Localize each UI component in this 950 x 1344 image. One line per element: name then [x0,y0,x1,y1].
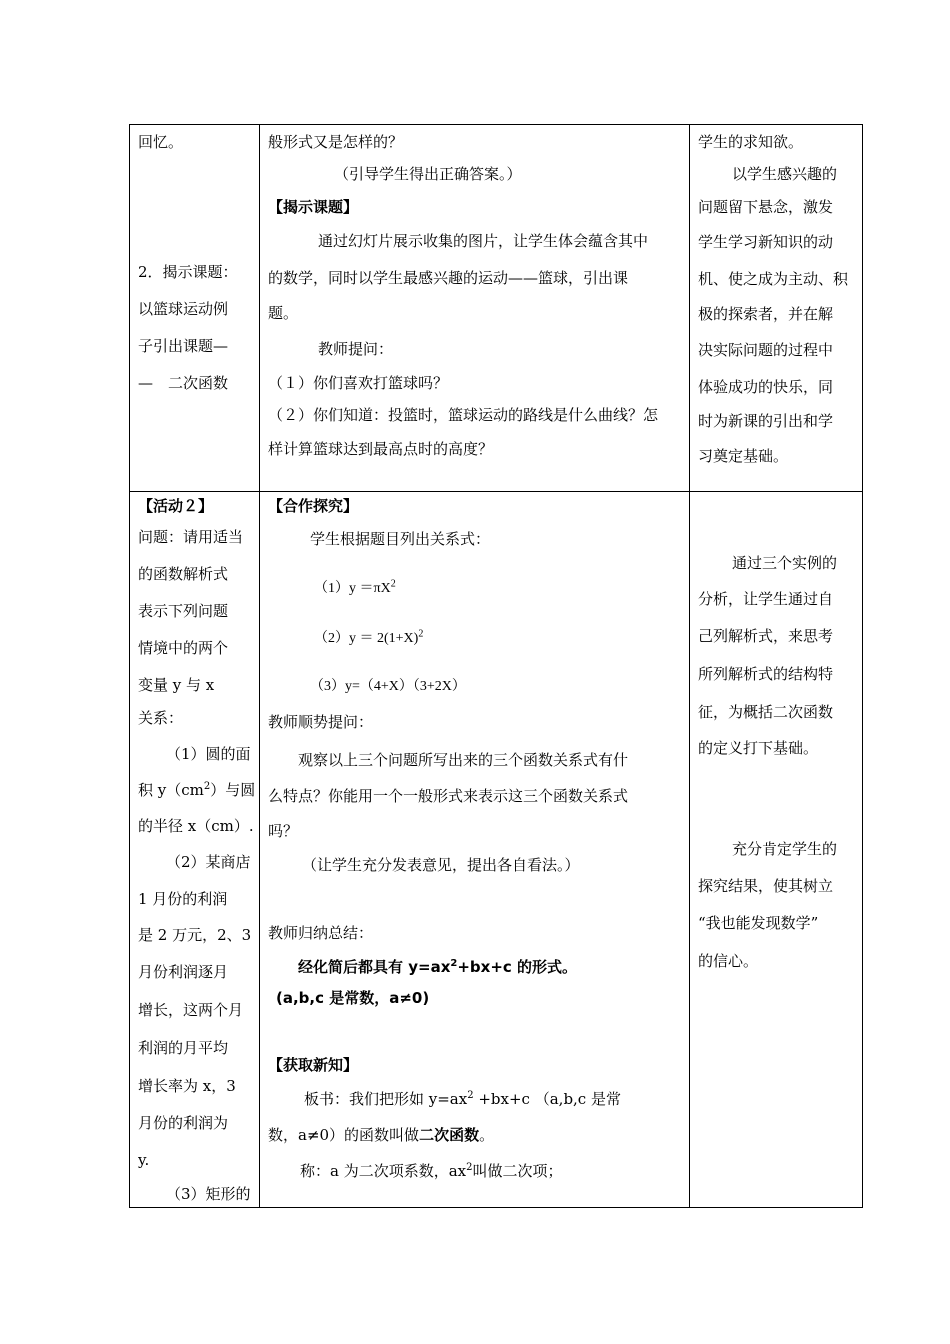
question-2: （２）你们知道：投篮时，篮球运动的路线是什么曲线？怎 [268,406,659,424]
text-line: 所列解析式的结构特 [698,665,834,683]
superscript: 2 [466,1162,473,1173]
text-line: 的信心。 [698,952,759,970]
text-line: 通过幻灯片展示收集的图片，让学生体会蕴含其中 [318,232,649,250]
text-line: 问题留下悬念，激发 [698,198,834,216]
problem-2: （2）某商店 [166,853,251,871]
text-line: 利润的月平均 [138,1039,229,1057]
summary-bold-2: (a,b,c 是常数，a≠0) [276,989,430,1007]
step2-line3: 子引出课题— [138,337,229,355]
row1-middle-cell [268,124,688,490]
problem-1-cont [138,772,255,809]
section-heading-explore: 【合作探究】 [268,497,359,515]
row1-left-cell [138,124,258,490]
text-line: 己列解析式，来思考 [698,627,834,645]
superscript: 2 [467,1090,474,1101]
text-span: 叫做二次项； [472,1162,563,1180]
coefficient-text [300,1153,563,1190]
text-span: 称：a 为二次项系数，ax [300,1162,467,1180]
step2-line4: — 二次函数 [138,374,229,392]
step2-line2: 以篮球运动例 [138,300,229,318]
text-line: 情境中的两个 [138,639,229,657]
text-span: 板书：我们把形如 y=ax [304,1090,468,1108]
text-span: 经化简后都具有 y=ax [298,958,451,976]
text-line: “我也能发现数学” [698,914,819,932]
superscript: 2 [450,958,458,969]
text-line: 的半径 x（cm）. [138,817,254,835]
text-span: 积 y（cm [138,781,204,799]
text-line: 体验成功的快乐，同 [698,378,834,396]
text-line: y. [138,1151,150,1169]
text-line: 探究结果，使其树立 [698,877,834,895]
problem-1: （1）圆的面 [166,745,251,763]
text-line: 月份的利润为 [138,1114,229,1132]
row2-middle-cell [268,492,688,1206]
text-span: +bx+c （a,b,c 是常 [473,1090,621,1108]
text-line: 增长率为 x，3 [138,1077,236,1095]
text-line: 吗？ [268,822,299,840]
text-line: （引导学生得出正确答案。） [334,165,522,183]
row2-right-cell [698,492,860,1206]
activity-2-heading: 【活动２】 [138,497,214,515]
text-line: 学生的求知欲。 [698,133,804,151]
text-line: 月份利润逐月 [138,963,229,981]
text-line: 以学生感兴趣的 [732,165,838,183]
formula-2 [314,620,423,657]
superscript: 2 [390,578,396,590]
text-line: 机、使之成为主动、积 [698,270,849,288]
text-span: （2）y ＝ 2(1+X) [314,631,419,646]
text-line: 的定义打下基础。 [698,739,819,757]
text-line: 增长，这两个月 [138,1001,244,1019]
section-heading-new-knowledge: 【获取新知】 [268,1056,359,1074]
text-line: 题。 [268,304,299,322]
superscript: 2 [203,781,211,792]
text-line: 教师顺势提问： [268,713,374,731]
formula-1 [314,570,396,607]
text-span: 。 [479,1126,495,1144]
text-line: 是 2 万元，2、3 [138,926,252,944]
text-line: 般形式又是怎样的？ [268,133,404,151]
definition-text [268,1117,494,1154]
text-line: 决实际问题的过程中 [698,341,834,359]
text-line: 表示下列问题 [138,602,229,620]
text-line: 征，为概括二次函数 [698,703,834,721]
text-line: 分析，让学生通过自 [698,590,834,608]
quadratic-function-term: 二次函数 [419,1126,480,1144]
question-2-cont: 样计算篮球达到最高点时的高度？ [268,440,494,458]
text-span: ）与圆 [210,781,256,799]
text-line: 教师提问： [318,340,394,358]
problem-3: （3）矩形的 [166,1185,251,1203]
question-1: （１）你们喜欢打篮球吗？ [268,374,449,392]
text-line: 学生学习新知识的动 [698,233,834,251]
text-span: +bx+c 的形式。 [457,958,578,976]
text-line: （让学生充分发表意见，提出各自看法。） [302,856,580,874]
text-line: 学生根据题目列出关系式： [310,530,491,548]
step2-title: 2．揭示课题： [138,263,238,281]
row1-right-cell [698,124,860,490]
text-line: 观察以上三个问题所写出来的三个函数关系式有什 [298,751,629,769]
text-line: 教师归纳总结： [268,924,374,942]
text-span: （1）y ＝πX [314,581,391,596]
text-line: 么特点？你能用一个一般形式来表示这三个函数关系式 [268,787,629,805]
superscript: 2 [418,628,424,640]
blackboard-text [304,1081,621,1118]
text-line: 充分肯定学生的 [732,840,838,858]
text-line: 时为新课的引出和学 [698,412,834,430]
text-line: 习奠定基础。 [698,447,789,465]
text-line: 问题：请用适当 [138,528,244,546]
text-line: 1 月份的利润 [138,890,228,908]
text-line: 极的探索者，并在解 [698,305,834,323]
recall-text: 回忆。 [138,133,184,151]
formula-3: （3）y=（4+X）（3+2X） [310,679,466,694]
text-line: 变量 y 与 x [138,676,215,694]
row2-left-cell [138,492,258,1206]
text-line: 通过三个实例的 [732,554,838,572]
text-span: 数，a≠0）的函数叫做 [268,1126,420,1144]
text-line: 关系： [138,709,184,727]
text-line: 的函数解析式 [138,565,229,583]
text-line: 的数学，同时以学生最感兴趣的运动——篮球，引出课 [268,269,629,287]
section-heading-reveal: 【揭示课题】 [268,198,359,216]
